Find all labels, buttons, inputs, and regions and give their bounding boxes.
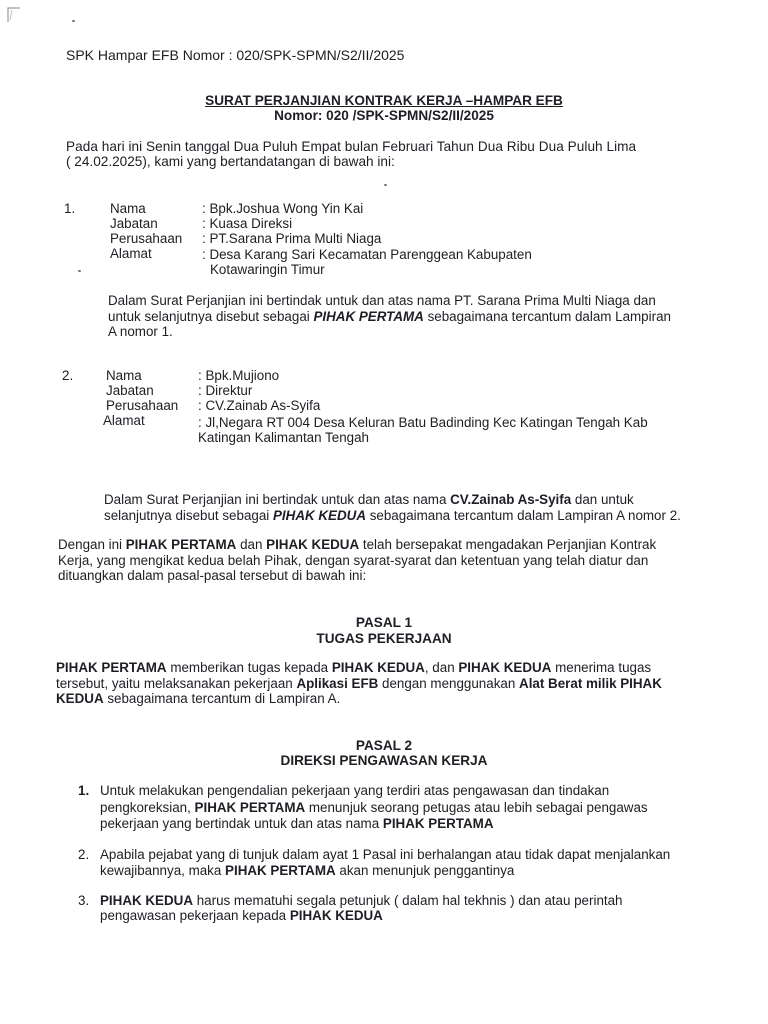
party-2-number: 2.	[62, 368, 74, 383]
party-2-label-nama: Nama	[106, 368, 142, 383]
party-1-value-alamat-cont: Kotawaringin Timur	[210, 262, 325, 277]
party-1-statement-line-1: Dalam Surat Perjanjian ini bertindak untuk dan atas nama PT. Sarana Prima Multi Niaga dan	[108, 293, 656, 308]
pasal-2-item-3-line-2: pengawasan pekerjaan kepada PIHAK KEDUA	[100, 908, 383, 923]
agreement-line-3: dituangkan dalam pasal-pasal tersebut di bawah ini:	[58, 568, 367, 583]
pasal-2-item-2-number: 2.	[78, 847, 90, 862]
party-1-label-perusahaan: Perusahaan	[110, 231, 183, 246]
document-title: SURAT PERJANJIAN KONTRAK KERJA –HAMPAR EFB	[205, 93, 563, 108]
party-1-value-alamat: : Desa Karang Sari Kecamatan Parenggean Kabupaten	[202, 247, 532, 262]
party-1-statement-line-3: A nomor 1.	[108, 324, 173, 339]
scan-speck	[72, 20, 75, 22]
pasal-1-line-1: PIHAK PERTAMA memberikan tugas kepada PIHAK KEDUA, dan PIHAK KEDUA menerima tugas	[56, 660, 652, 675]
pasal-1-subheading: TUGAS PEKERJAAN	[316, 631, 452, 646]
party-2-label-jabatan: Jabatan	[106, 383, 154, 398]
scan-corner-mark	[6, 6, 28, 24]
pasal-2-item-2-line-1: Apabila pejabat yang di tunjuk dalam ayat 1 Pasal ini berhalangan atau tidak dapat menjalankan	[100, 847, 671, 862]
pasal-1-line-2: tersebut, yaitu melaksanakan pekerjaan Aplikasi EFB dengan menggunakan Alat Berat milik PIHAK	[56, 676, 662, 691]
party-2-statement-line-1: Dalam Surat Perjanjian ini bertindak untuk dan atas nama CV.Zainab As-Syifa dan untuk	[104, 492, 634, 507]
party-1-value-jabatan: : Kuasa Direksi	[202, 216, 293, 231]
party-2-value-nama: : Bpk.Mujiono	[198, 368, 280, 383]
scan-speck	[384, 184, 387, 186]
pasal-2-subheading: DIREKSI PENGAWASAN KERJA	[280, 753, 488, 768]
agreement-line-2: Kerja, yang mengikat kedua belah Pihak, dengan syarat-syarat dan ketentuan yang telah diatur dan	[58, 553, 649, 568]
party-1-value-perusahaan: : PT.Sarana Prima Multi Niaga	[202, 231, 382, 246]
intro-line-1: Pada hari ini Senin tanggal Dua Puluh Empat bulan Februari Tahun Dua Ribu Dua Puluh Lima	[66, 139, 637, 154]
intro-line-2: ( 24.02.2025), kami yang bertandatangan di bawah ini:	[66, 154, 395, 169]
pasal-2-item-2-line-2: kewajibannya, maka PIHAK PERTAMA akan menunjuk penggantinya	[100, 863, 515, 878]
party-1-value-nama: : Bpk.Joshua Wong Yin Kai	[202, 201, 364, 216]
pasal-2-item-3-number: 3.	[78, 893, 90, 908]
pihak-pertama-ref: PIHAK PERTAMA	[313, 309, 424, 324]
pasal-1-line-3: KEDUA sebagaimana tercantum di Lampiran A.	[56, 691, 341, 706]
pasal-2-item-1-line-2: pengkoreksian, PIHAK PERTAMA menunjuk seorang petugas atau lebih sebagai pengawas	[100, 800, 648, 815]
pasal-2-item-3-line-1: PIHAK KEDUA harus mematuhi segala petunjuk ( dalam hal tekhnis ) dan atau perintah	[100, 893, 623, 908]
party-2-label-perusahaan: Perusahaan	[106, 398, 179, 413]
scan-speck	[78, 270, 81, 272]
party-2-statement-line-2: selanjutnya disebut sebagai PIHAK KEDUA sebagaimana tercantum dalam Lampiran A nomor 2.	[104, 508, 681, 523]
document-reference: SPK Hampar EFB Nomor : 020/SPK-SPMN/S2/II/2025	[66, 47, 405, 63]
party-2-company-ref: CV.Zainab As-Syifa	[450, 492, 572, 507]
pasal-2-item-1-line-3: pekerjaan yang bertindak untuk dan atas nama PIHAK PERTAMA	[100, 816, 494, 831]
party-1-number: 1.	[64, 201, 76, 216]
party-1-label-alamat: Alamat	[110, 246, 152, 261]
pihak-kedua-ref: PIHAK KEDUA	[273, 508, 366, 523]
party-1-label-jabatan: Jabatan	[110, 216, 158, 231]
pasal-2-item-1-number: 1.	[78, 783, 90, 798]
party-2-value-alamat-cont: Katingan Kalimantan Tengah	[198, 430, 369, 445]
party-2-value-perusahaan: : CV.Zainab As-Syifa	[198, 398, 321, 413]
document-number: Nomor: 020 /SPK-SPMN/S2/II/2025	[274, 108, 494, 123]
pasal-1-heading: PASAL 1	[355, 615, 413, 630]
pasal-2-item-1-line-1: Untuk melakukan pengendalian pekerjaan yang terdiri atas pengawasan dan tindakan	[100, 783, 610, 798]
agreement-line-1: Dengan ini PIHAK PERTAMA dan PIHAK KEDUA telah bersepakat mengadakan Perjanjian Kontrak	[58, 537, 657, 552]
party-2-value-alamat: : Jl,Negara RT 004 Desa Keluran Batu Badinding Kec Katingan Tengah Kab	[198, 415, 648, 430]
party-2-value-jabatan: : Direktur	[198, 383, 253, 398]
party-1-statement-line-2: untuk selanjutnya disebut sebagai PIHAK PERTAMA sebagaimana tercantum dalam Lampiran	[108, 309, 671, 324]
pasal-2-heading: PASAL 2	[355, 738, 413, 753]
party-2-label-alamat: Alamat	[103, 413, 145, 428]
party-1-label-nama: Nama	[110, 201, 146, 216]
